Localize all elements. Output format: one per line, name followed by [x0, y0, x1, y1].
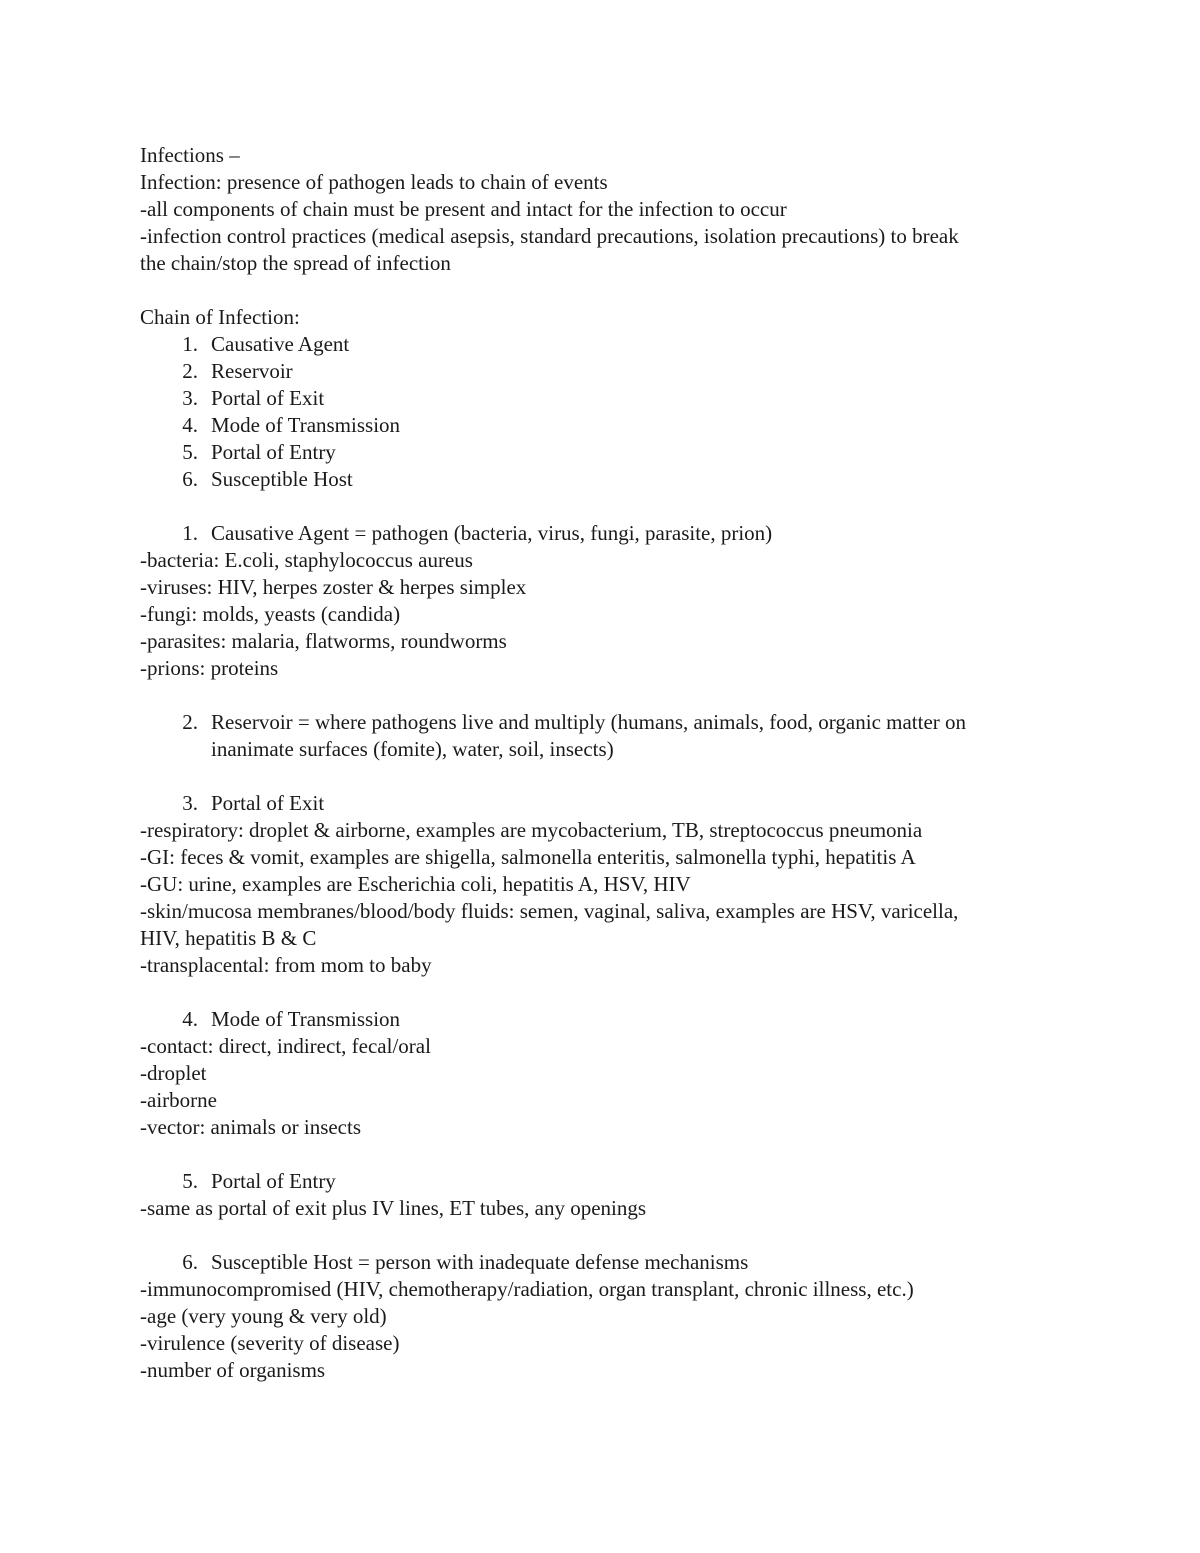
causative-line: -viruses: HIV, herpes zoster & herpes simplex [140, 575, 527, 599]
infection-definition: Infection: presence of pathogen leads to chain of events [140, 170, 608, 194]
section-number: 5. [182, 1169, 198, 1193]
chain-list-item [140, 466, 1070, 493]
section-heading: Susceptible Host = person with inadequate defense mechanisms [211, 1250, 749, 1274]
list-number: 5. [182, 440, 198, 464]
section-heading: Reservoir = where pathogens live and multiply (humans, animals, food, organic matter on [211, 710, 967, 734]
section-heading: Portal of Exit [211, 791, 325, 815]
spacer [140, 682, 1070, 709]
host-line: -age (very young & very old) [140, 1304, 387, 1328]
exit-line: -skin/mucosa membranes/blood/body fluids: semen, vaginal, saliva, examples are HSV, varicella, [140, 899, 959, 923]
exit-line: -transplacental: from mom to baby [140, 953, 432, 977]
chain-list-item [140, 439, 1070, 466]
list-number: 2. [182, 359, 198, 383]
chain-list-item [140, 331, 1070, 358]
list-label: Portal of Exit [211, 386, 325, 410]
list-label: Causative Agent [211, 332, 350, 356]
exit-line: -GI: feces & vomit, examples are shigella, salmonella enteritis, salmonella typhi, hepatitis A [140, 845, 916, 869]
section-portal-of-exit-heading [140, 790, 1070, 817]
document-title: Infections – [140, 143, 240, 167]
chain-list-item [140, 385, 1070, 412]
chain-list-item [140, 412, 1070, 439]
transmission-line: -droplet [140, 1061, 207, 1085]
transmission-line: -contact: direct, indirect, fecal/oral [140, 1034, 431, 1058]
exit-line: HIV, hepatitis B & C [140, 926, 317, 950]
section-portal-of-entry-heading [140, 1168, 1070, 1195]
host-line: -virulence (severity of disease) [140, 1331, 400, 1355]
list-number: 1. [182, 332, 198, 356]
section-reservoir-heading-continued [140, 736, 1070, 763]
host-line: -number of organisms [140, 1358, 326, 1382]
intro-point: -infection control practices (medical asepsis, standard precautions, isolation precautions) to break [140, 224, 959, 248]
causative-line: -fungi: molds, yeasts (candida) [140, 602, 401, 626]
section-number: 4. [182, 1007, 198, 1031]
spacer [140, 493, 1070, 520]
section-heading-continued: inanimate surfaces (fomite), water, soil, insects) [211, 737, 614, 761]
causative-line: -bacteria: E.coli, staphylococcus aureus [140, 548, 473, 572]
host-line: -immunocompromised (HIV, chemotherapy/radiation, organ transplant, chronic illness, etc.) [140, 1277, 914, 1301]
list-number: 4. [182, 413, 198, 437]
chain-heading: Chain of Infection: [140, 305, 300, 329]
list-label: Susceptible Host [211, 467, 353, 491]
list-number: 3. [182, 386, 198, 410]
spacer [140, 979, 1070, 1006]
document-page [140, 142, 1070, 1384]
entry-line: -same as portal of exit plus IV lines, ET tubes, any openings [140, 1196, 647, 1220]
intro-point: -all components of chain must be present and intact for the infection to occur [140, 197, 787, 221]
transmission-line: -vector: animals or insects [140, 1115, 362, 1139]
section-number: 6. [182, 1250, 198, 1274]
intro-point-continued: the chain/stop the spread of infection [140, 251, 451, 275]
section-susceptible-host-heading [140, 1249, 1070, 1276]
section-heading: Portal of Entry [211, 1169, 336, 1193]
transmission-line: -airborne [140, 1088, 217, 1112]
section-heading: Causative Agent = pathogen (bacteria, virus, fungi, parasite, prion) [211, 521, 773, 545]
list-label: Reservoir [211, 359, 293, 383]
section-transmission-heading [140, 1006, 1070, 1033]
list-label: Mode of Transmission [211, 413, 401, 437]
section-reservoir-heading [140, 709, 1070, 736]
exit-line: -GU: urine, examples are Escherichia coli, hepatitis A, HSV, HIV [140, 872, 691, 896]
list-number: 6. [182, 467, 198, 491]
spacer [140, 763, 1070, 790]
section-number: 1. [182, 521, 198, 545]
spacer [140, 277, 1070, 304]
section-heading: Mode of Transmission [211, 1007, 401, 1031]
chain-list-item [140, 358, 1070, 385]
list-label: Portal of Entry [211, 440, 336, 464]
causative-line: -parasites: malaria, flatworms, roundworms [140, 629, 507, 653]
spacer [140, 1141, 1070, 1168]
causative-line: -prions: proteins [140, 656, 279, 680]
section-number: 3. [182, 791, 198, 815]
section-number: 2. [182, 710, 198, 734]
section-causative-agent-heading [140, 520, 1070, 547]
exit-line: -respiratory: droplet & airborne, examples are mycobacterium, TB, streptococcus pneumonia [140, 818, 923, 842]
spacer [140, 1222, 1070, 1249]
